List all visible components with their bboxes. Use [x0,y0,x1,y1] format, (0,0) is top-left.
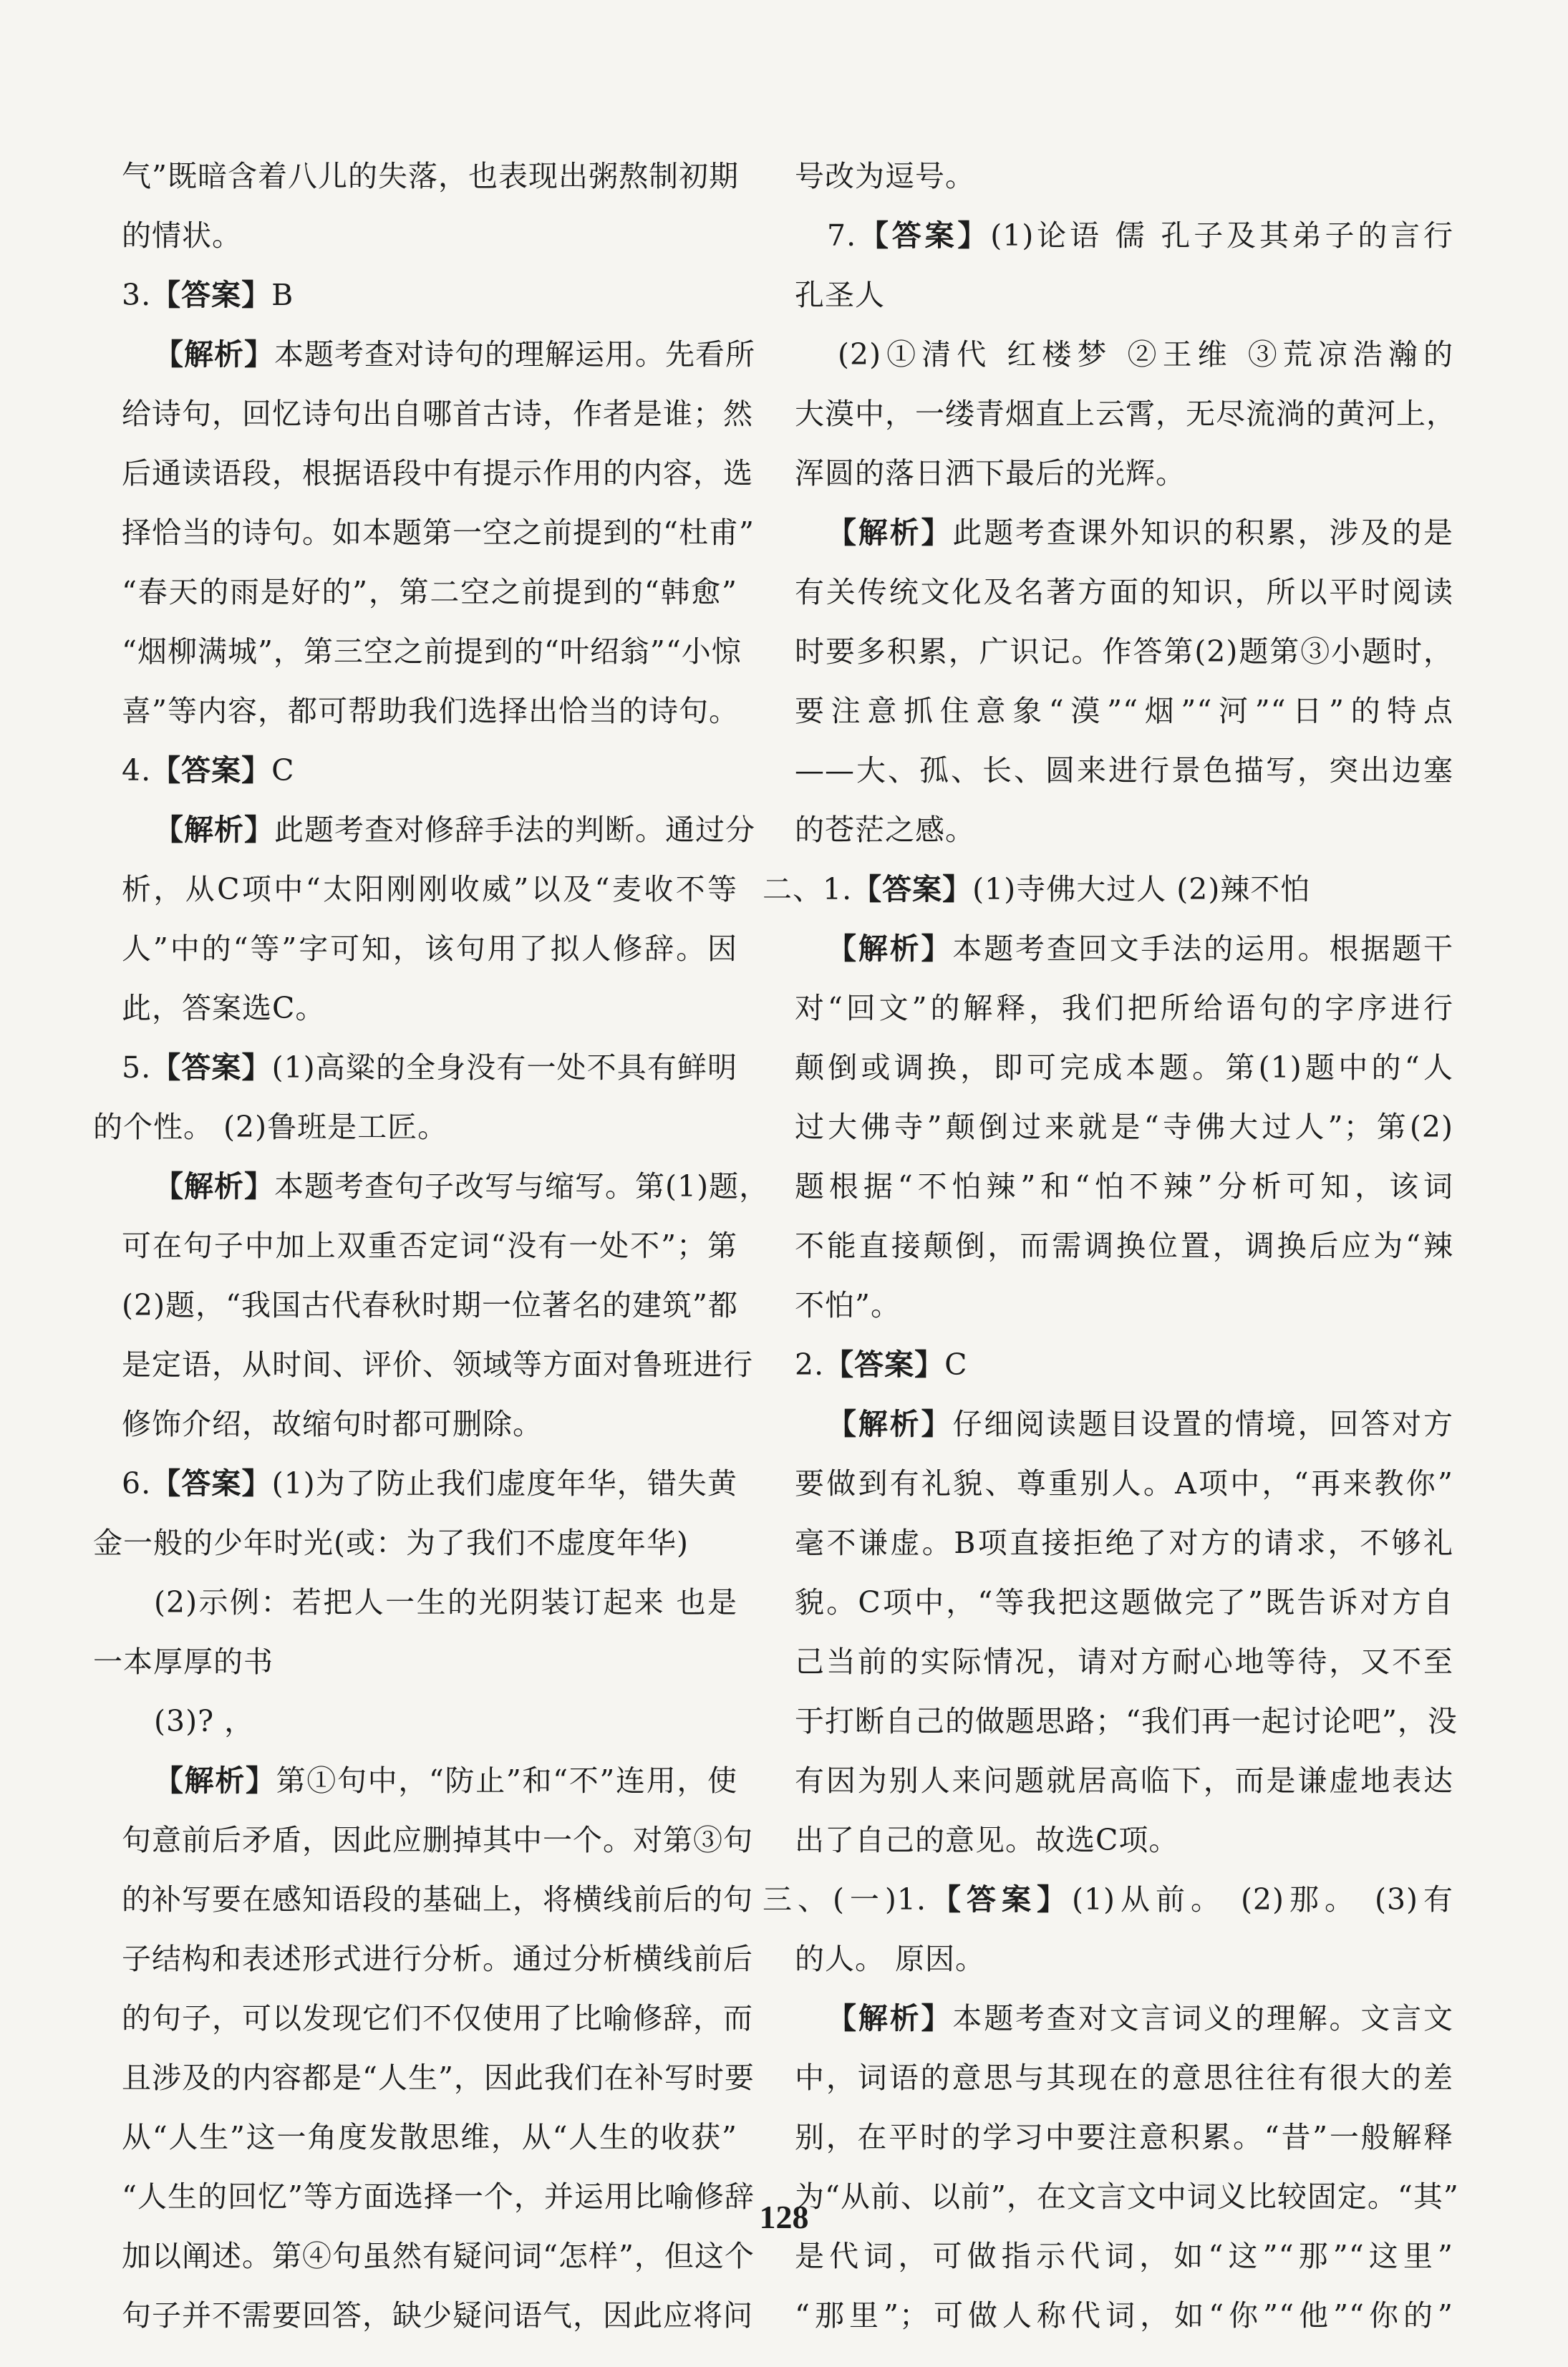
text-line: 二、1.【答案】(1)寺佛大过人 (2)辣不怕 [763,872,1311,906]
text-line: 大漠中，一缕青烟直上云霄，无尽流淌的黄河上， [795,397,1456,431]
text-line: (2)题，“我国古代春秋时期一位著名的建筑”都 [122,1288,738,1322]
text-line: 加以阐述。第④句虽然有疑问词“怎样”，但这个 [122,2239,755,2273]
text-line: ——大、孤、长、圆来进行景色描写，突出边塞 [795,753,1453,788]
text-line: 要做到有礼貌、尊重别人。A项中，“再来教你” [795,1466,1453,1501]
text-line: 的苍茫之感。 [795,813,975,847]
text-line: 句意前后矛盾，因此应删掉其中一个。对第③句 [122,1823,753,1857]
text-line: 且涉及的内容都是“人生”，因此我们在补写时要 [122,2061,755,2095]
text-line: 择恰当的诗句。如本题第一空之前提到的“杜甫” [122,515,755,550]
text-line: 析，从C项中“太阳刚刚收威”以及“麦收不等 [122,872,737,906]
text-line: 的个性。 (2)鲁班是工匠。 [93,1110,448,1144]
text-line: 5.【答案】(1)高粱的全身没有一处不具有鲜明 [122,1050,738,1085]
text-line: 6.【答案】(1)为了防止我们虚度年华，错失黄 [122,1466,738,1501]
text-line: “那里”；可做人称代词，如“你”“他”“你的” [795,2298,1453,2333]
text-line: 过大佛寺”颠倒过来就是“寺佛大过人”；第(2) [795,1110,1453,1144]
text-line: 金一般的少年时光(或：为了我们不虚度年华) [93,1526,689,1560]
text-line: 【解析】本题考查句子改写与缩写。第(1)题， [154,1169,770,1204]
text-line: 【解析】本题考查回文手法的运用。根据题干 [827,931,1454,966]
text-line: 三、(一)1.【答案】(1)从前。 (2)那。 (3)有 [763,1882,1454,1917]
text-line: 题根据“不怕辣”和“怕不辣”分析可知，该词 [795,1169,1453,1204]
text-line: 孔圣人 [795,278,885,312]
text-line: 为“从前、以前”，在文言文中词义比较固定。“其” [795,2179,1459,2214]
text-line: 时要多积累，广识记。作答第(2)题第③小题时， [795,634,1453,669]
text-line: 别，在平时的学习中要注意积累。“昔”一般解释 [795,2120,1453,2154]
text-line: 句子并不需要回答，缺少疑问语气，因此应将问 [122,2298,753,2333]
text-line: 有因为别人来问题就居高临下，而是谦虚地表达 [795,1763,1453,1798]
text-line: 3.【答案】B [122,278,294,312]
text-line: “人生的回忆”等方面选择一个，并运用比喻修辞 [122,2179,755,2214]
text-line: 号改为逗号。 [795,159,975,193]
text-line: 7.【答案】(1)论语 儒 孔子及其弟子的言行 [827,218,1453,253]
text-line: 后通读语段，根据语段中有提示作用的内容，选 [122,456,753,490]
text-line: 【解析】本题考查对文言词义的理解。文言文 [827,2001,1454,2036]
page-number: 128 [759,2199,809,2235]
text-line: 此，答案选C。 [122,991,326,1025]
text-line: 一本厚厚的书 [93,1645,274,1679]
text-line: (3)? ， [154,1704,255,1738]
text-line: 可在句子中加上双重否定词“没有一处不”；第 [122,1229,737,1263]
text-line: 【解析】此题考查对修辞手法的判断。通过分 [154,813,755,847]
text-line: 不能直接颠倒，而需调换位置，调换后应为“辣 [795,1229,1453,1263]
text-line: (2)①清代 红楼梦 ②王维 ③荒凉浩瀚的 [838,337,1453,372]
text-line: (2)示例：若把人一生的光阴装订起来 也是 [154,1585,737,1620]
text-line: 颠倒或调换，即可完成本题。第(1)题中的“人 [795,1050,1453,1085]
text-line: 是代词，可做指示代词，如“这”“那”“这里” [795,2239,1453,2273]
text-line: 出了自己的意见。故选C项。 [795,1823,1179,1857]
text-line: 是定语，从时间、评价、领域等方面对鲁班进行 [122,1347,753,1382]
text-line: “烟柳满城”，第三空之前提到的“叶绍翁”“小惊 [122,634,742,669]
text-line: 有关传统文化及名著方面的知识，所以平时阅读 [795,575,1453,609]
text-line: 修饰介绍，故缩句时都可删除。 [122,1407,543,1441]
text-line: 毫不谦虚。B项直接拒绝了对方的请求，不够礼 [795,1526,1453,1560]
text-line: 中，词语的意思与其现在的意思往往有很大的差 [795,2061,1453,2095]
text-line: 要注意抓住意象“漠”“烟”“河”“日”的特点 [795,694,1453,728]
text-line: 的情状。 [122,218,242,253]
text-line: 【解析】本题考查对诗句的理解运用。先看所 [154,337,755,372]
text-line: 人”中的“等”字可知，该句用了拟人修辞。因 [122,931,737,966]
text-line: 不怕”。 [795,1288,901,1322]
text-line: 4.【答案】C [122,753,295,788]
text-line: 浑圆的落日洒下最后的光辉。 [795,456,1186,490]
text-line: 【解析】仔细阅读题目设置的情境，回答对方 [827,1407,1454,1441]
text-line: 气”既暗含着八儿的失落，也表现出粥熬制初期 [122,159,739,193]
text-line: 对“回文”的解释，我们把所给语句的字序进行 [795,991,1453,1025]
text-line: 于打断自己的做题思路；“我们再一起讨论吧”，没 [795,1704,1458,1738]
text-line: 的人。 原因。 [795,1942,986,1976]
text-line: 子结构和表述形式进行分析。通过分析横线前后 [122,1942,753,1976]
text-line: 己当前的实际情况，请对方耐心地等待，又不至 [795,1645,1453,1679]
text-line: 从“人生”这一角度发散思维，从“人生的收获” [122,2120,737,2154]
left-column [93,147,770,2346]
text-line: “春天的雨是好的”，第二空之前提到的“韩愈” [122,575,737,609]
text-line: 的句子，可以发现它们不仅使用了比喻修辞，而 [122,2001,753,2036]
text-line: 给诗句，回忆诗句出自哪首古诗，作者是谁；然 [122,397,753,431]
text-line: 的补写要在感知语段的基础上，将横线前后的句 [122,1882,753,1917]
text-line: 貌。C项中，“等我把这题做完了”既告诉对方自 [795,1585,1453,1620]
text-line: 喜”等内容，都可帮助我们选择出恰当的诗句。 [122,694,739,728]
text-line: 2.【答案】C [795,1347,968,1382]
text-line: 【解析】此题考查课外知识的积累，涉及的是 [827,515,1454,550]
text-line: 【解析】第①句中，“防止”和“不”连用，使 [154,1763,738,1798]
